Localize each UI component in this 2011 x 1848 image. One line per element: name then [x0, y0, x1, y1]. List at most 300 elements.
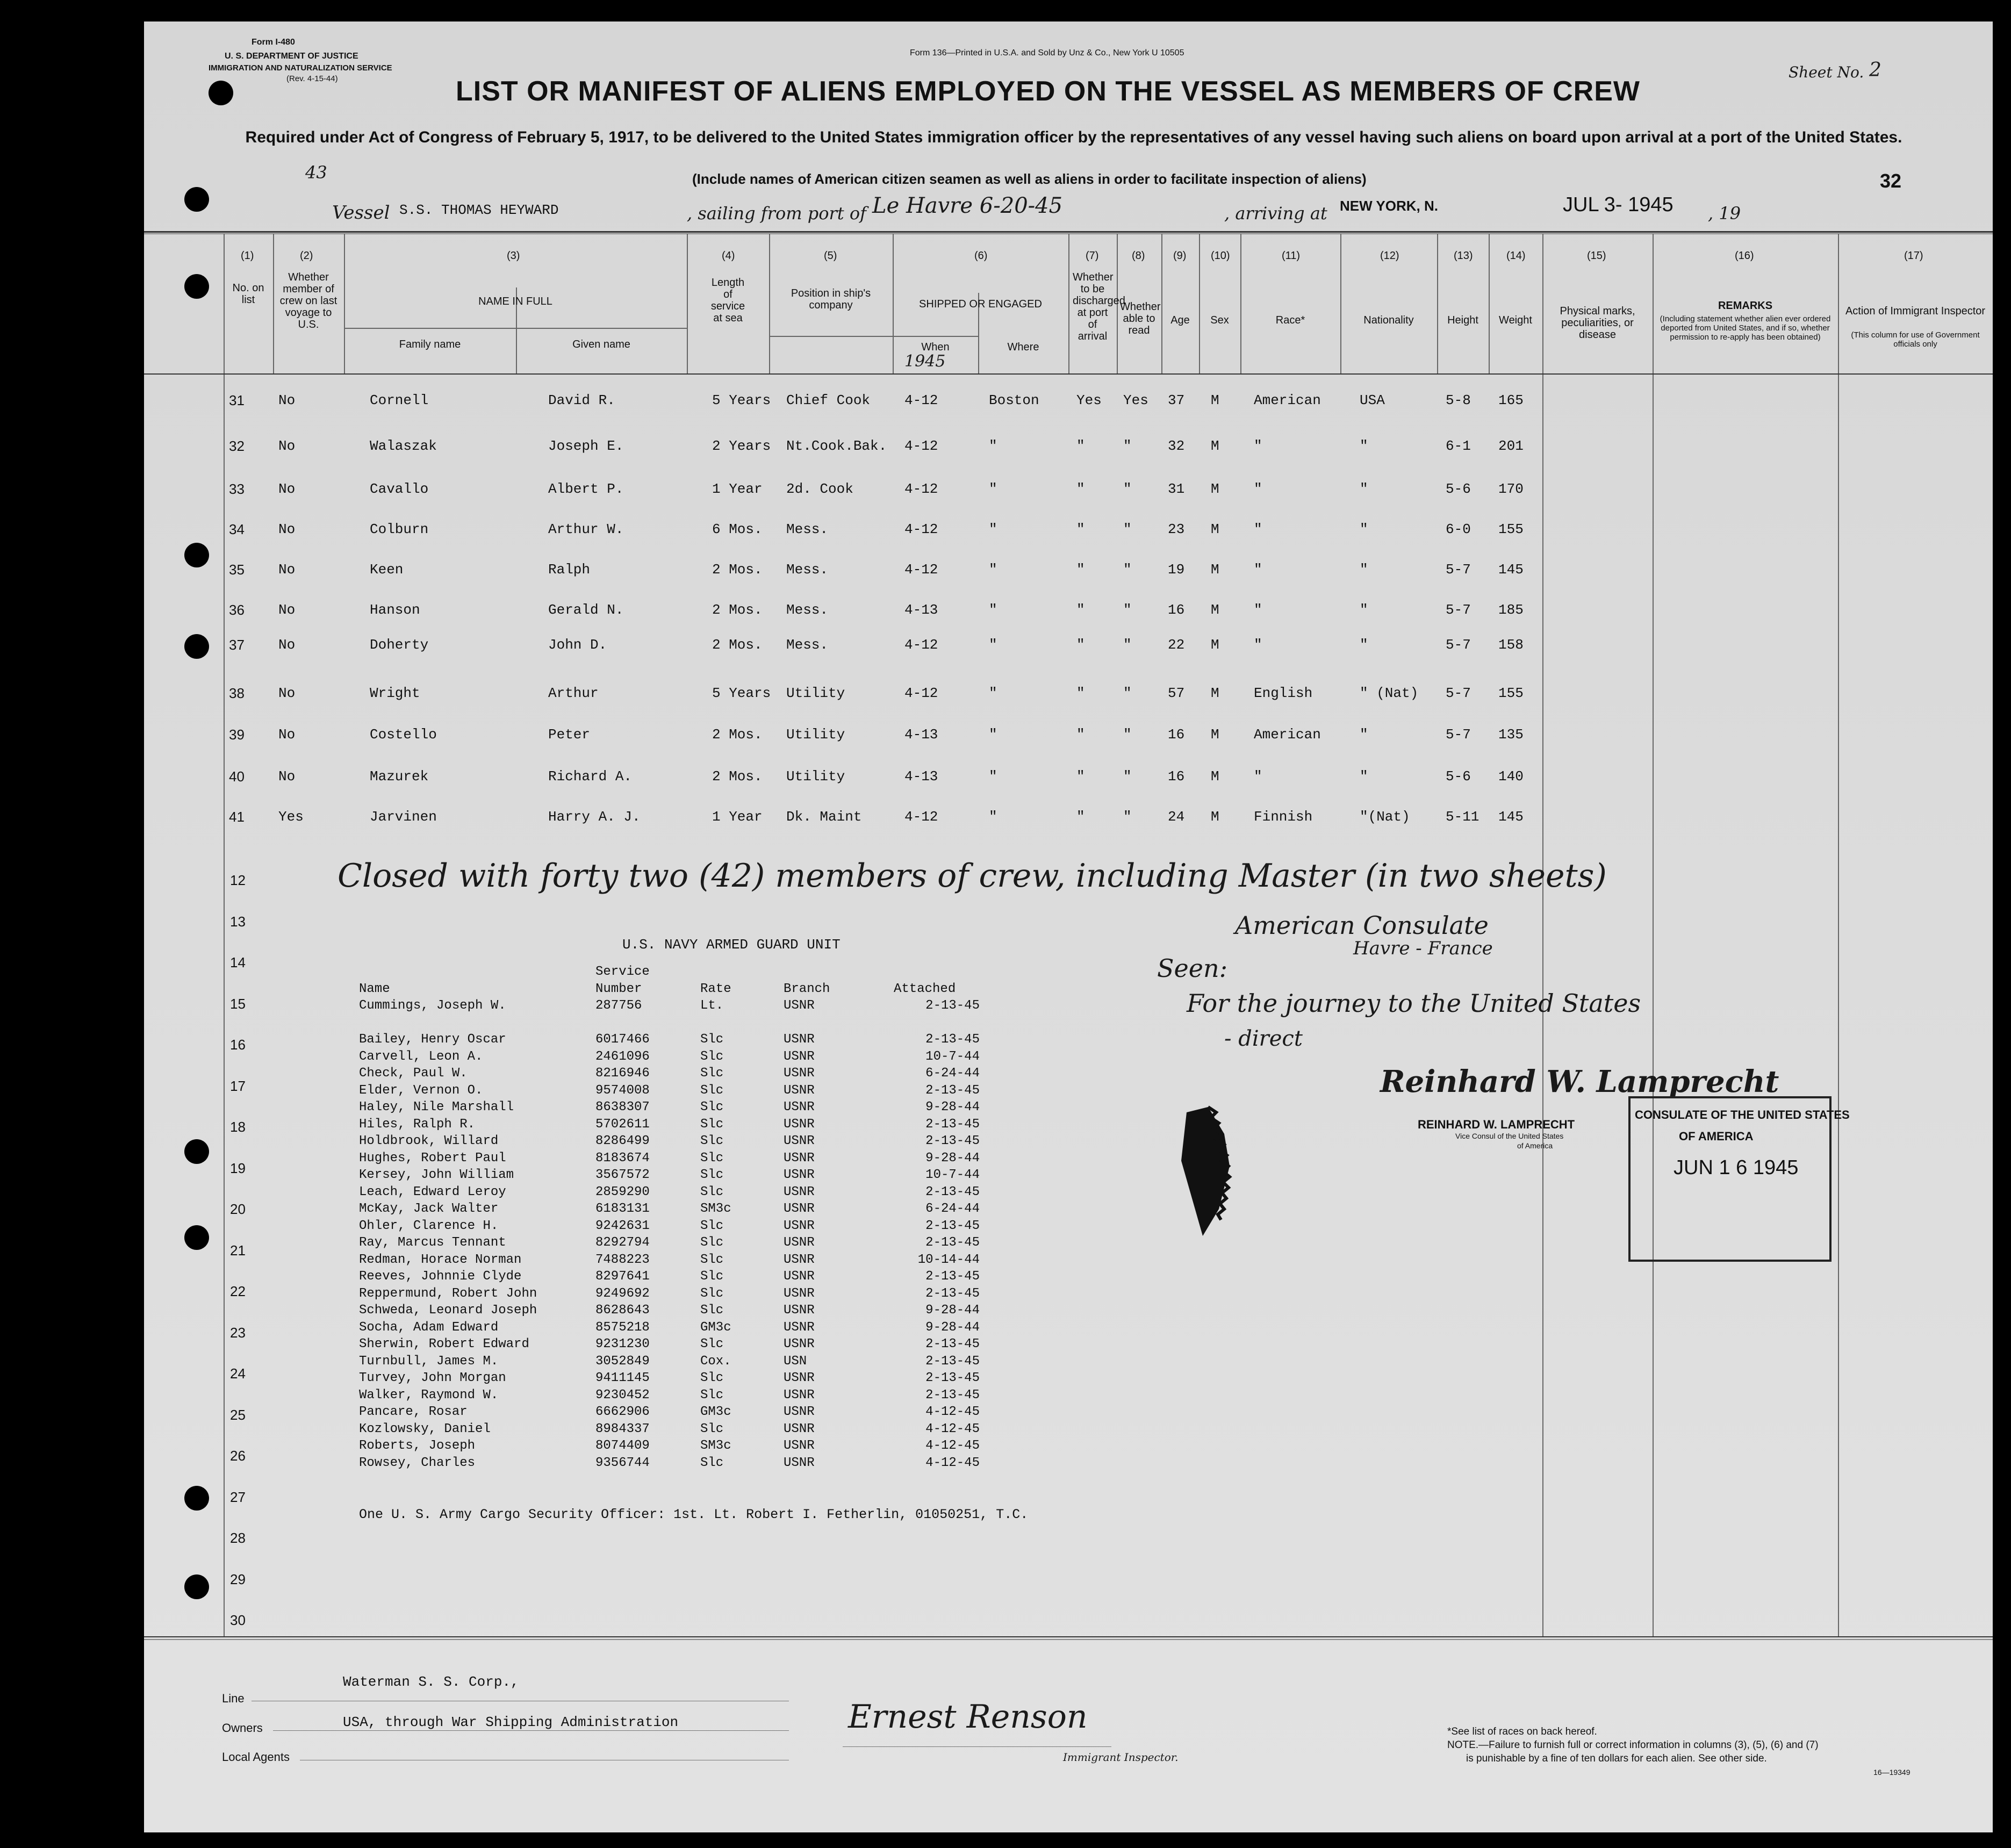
nationality-cell: "	[1360, 637, 1368, 653]
age-cell: 16	[1168, 602, 1185, 618]
navy-head-rate: Rate	[700, 982, 731, 996]
col-head-nationality: Nationality	[1363, 314, 1414, 326]
age-cell: 31	[1168, 481, 1185, 497]
navy-attached: 9-28-44	[925, 1320, 980, 1335]
navy-branch: USNR	[784, 1439, 815, 1453]
navy-attached: 9-28-44	[925, 1100, 980, 1114]
navy-head-number: Number	[595, 982, 642, 996]
army-officer: One U. S. Army Cargo Security Officer: 1st. Lt. Robert I. Fetherlin, 01050251, T.C.	[359, 1507, 1029, 1522]
sex-cell: M	[1211, 562, 1219, 578]
given-cell: Joseph E.	[548, 438, 624, 454]
col-head-where: Where	[1007, 341, 1039, 353]
navy-branch: USNR	[784, 1421, 815, 1436]
navy-attached: 2-13-45	[925, 1387, 980, 1403]
navy-rate: Slc	[700, 1066, 724, 1081]
direct-note: - direct	[1224, 1026, 1303, 1051]
col-head-age: Age	[1170, 314, 1190, 326]
race-cell: "	[1254, 521, 1262, 537]
navy-name: Walker, Raymond W.	[359, 1387, 499, 1403]
when-cell: 4-12	[904, 562, 938, 578]
rownum-cell: 40	[229, 768, 245, 785]
col-head-remarks: REMARKS	[1718, 300, 1773, 312]
punch-hole	[184, 1486, 209, 1511]
sex-cell: M	[1211, 602, 1219, 618]
rownum-cell: 31	[229, 392, 245, 408]
navy-attached: 4-12-45	[925, 1455, 980, 1470]
navy-name: Rowsey, Charles	[359, 1455, 476, 1470]
rownum-cell: 34	[229, 521, 245, 537]
race-cell: English	[1254, 685, 1313, 701]
navy-row	[359, 1049, 980, 1067]
row-number: 22	[230, 1283, 246, 1299]
col-num: (2)	[300, 250, 313, 262]
navy-row	[359, 1269, 980, 1286]
col-num: (3)	[507, 250, 520, 262]
punch-hole	[184, 634, 209, 659]
col-num: (5)	[824, 250, 837, 262]
navy-name	[359, 1016, 595, 1033]
where-cell: Boston	[989, 392, 1039, 408]
discharged-cell: "	[1076, 637, 1085, 653]
navy-name: Hiles, Ralph R.	[359, 1117, 476, 1132]
given-cell: Peter	[548, 727, 591, 743]
length-cell: 2 Mos.	[712, 768, 763, 785]
race-cell: American	[1254, 392, 1321, 408]
navy-row	[359, 1168, 980, 1185]
manifest-page	[144, 21, 1993, 1832]
row-number: 16	[230, 1037, 246, 1053]
weight-cell: 135	[1498, 727, 1524, 743]
navy-attached: 2-13-45	[925, 998, 980, 1013]
read-cell: "	[1123, 481, 1132, 497]
read-cell: "	[1123, 637, 1132, 653]
col-num: (13)	[1454, 250, 1473, 262]
discharged-cell: "	[1076, 809, 1085, 825]
nationality-cell: "	[1360, 481, 1368, 497]
height-cell: 5-7	[1446, 637, 1471, 653]
navy-attached	[894, 1016, 980, 1033]
sex-cell: M	[1211, 685, 1219, 701]
navy-branch: USNR	[784, 1117, 815, 1132]
col-num: (17)	[1904, 250, 1923, 262]
col-num: (15)	[1587, 250, 1606, 262]
vessel-label: Vessel	[332, 202, 390, 224]
navy-row	[359, 1439, 980, 1456]
punch-hole	[209, 81, 233, 105]
position-cell: Dk. Maint	[786, 809, 862, 825]
race-cell: Finnish	[1254, 809, 1313, 825]
navy-name: Schweda, Leonard Joseph	[359, 1303, 537, 1318]
when-cell: 4-13	[904, 768, 938, 785]
navy-attached: 2-13-45	[925, 1354, 980, 1369]
row-number: 24	[230, 1365, 246, 1382]
navy-rate: Slc	[700, 1134, 724, 1148]
rule	[144, 231, 1993, 233]
when-cell: 4-12	[904, 521, 938, 537]
family-cell: Hanson	[370, 602, 420, 618]
seen-label: Seen:	[1157, 954, 1228, 983]
navy-branch: USN	[784, 1354, 807, 1369]
family-cell: Mazurek	[370, 768, 429, 785]
sex-cell: M	[1211, 637, 1219, 653]
navy-attached: 4-12-45	[925, 1405, 980, 1419]
navy-attached: 10-7-44	[925, 1049, 980, 1064]
prev-cell: No	[278, 392, 296, 408]
navy-branch: USNR	[784, 1202, 815, 1216]
discharged-cell: "	[1076, 438, 1085, 454]
navy-attached: 4-12-45	[925, 1421, 980, 1436]
prev-cell: No	[278, 602, 296, 618]
navy-branch: USNR	[784, 1168, 815, 1182]
when-cell: 4-13	[904, 727, 938, 743]
navy-row	[359, 1456, 980, 1473]
navy-attached: 2-13-45	[925, 1134, 980, 1148]
row-number: 14	[230, 954, 246, 970]
navy-service-number: 2859290	[595, 1184, 650, 1199]
navy-head-service: Service	[595, 965, 650, 979]
nationality-cell: "	[1360, 602, 1368, 618]
navy-rate: Lt.	[700, 998, 724, 1013]
consul-title2: of America	[1517, 1141, 1553, 1150]
row-number: 23	[230, 1324, 246, 1341]
navy-row	[359, 1320, 980, 1338]
navy-name: Leach, Edward Leroy	[359, 1184, 506, 1199]
navy-row	[359, 1083, 980, 1101]
navy-rate: Slc	[700, 1150, 724, 1166]
navy-rate: Slc	[700, 1252, 724, 1267]
col-head-weight: Weight	[1499, 314, 1532, 326]
navy-row	[359, 1016, 980, 1033]
row-number: 27	[230, 1489, 246, 1505]
punch-hole	[184, 187, 209, 212]
subtitle: Required under Act of Congress of February 5, 1917, to be delivered to the United States immigration officer by the representatives of any vessel having such aliens on board upon arrival at a port of the United States.	[245, 128, 1902, 146]
age-cell: 32	[1168, 438, 1185, 454]
navy-row	[359, 1185, 980, 1202]
position-cell: Mess.	[786, 521, 829, 537]
service: IMMIGRATION AND NATURALIZATION SERVICE	[209, 63, 392, 73]
navy-attached: 2-13-45	[925, 1184, 980, 1199]
navy-branch: USNR	[784, 1049, 815, 1064]
consulate-stamp	[1628, 1096, 1850, 1262]
read-cell: "	[1123, 727, 1132, 743]
navy-name: Sherwin, Robert Edward	[359, 1337, 529, 1351]
navy-name: Kozlowsky, Daniel	[359, 1421, 491, 1436]
navy-branch: USNR	[784, 1218, 815, 1233]
when-cell: 4-12	[904, 685, 938, 701]
vessel-name: S.S. THOMAS HEYWARD	[399, 202, 559, 218]
navy-service-number: 8286499	[595, 1134, 650, 1148]
discharged-cell: "	[1076, 727, 1085, 743]
given-cell: Arthur	[548, 685, 599, 701]
consul-signature: Reinhard W. Lamprecht	[1380, 1064, 1779, 1099]
col-line	[1653, 234, 1654, 1636]
navy-branch: USNR	[784, 998, 815, 1013]
navy-service-number: 9356744	[595, 1455, 650, 1470]
rownum-cell: 36	[229, 602, 245, 618]
navy-rate: GM3c	[700, 1320, 731, 1335]
navy-attached: 2-13-45	[925, 1235, 980, 1250]
col-num: (7)	[1086, 250, 1099, 262]
height-cell: 5-7	[1446, 562, 1471, 578]
race-cell: "	[1254, 562, 1262, 578]
col-head-sex: Sex	[1210, 314, 1229, 326]
weight-cell: 145	[1498, 809, 1524, 825]
journey-note: For the journey to the United States	[1187, 989, 1641, 1018]
weight-cell: 155	[1498, 521, 1524, 537]
form-number: Form I-480	[252, 38, 295, 47]
navy-attached: 6-24-44	[925, 1066, 980, 1081]
sailing-label: , sailing from port of	[687, 203, 866, 224]
family-cell: Costello	[370, 727, 437, 743]
navy-rate	[700, 1016, 784, 1033]
navy-branch: USNR	[784, 1337, 815, 1351]
row-number: 19	[230, 1160, 246, 1176]
sex-cell: M	[1211, 521, 1219, 537]
weight-cell: 201	[1498, 438, 1524, 454]
family-cell: Jarvinen	[370, 809, 437, 825]
prev-cell: No	[278, 481, 296, 497]
row-number: 17	[230, 1077, 246, 1094]
navy-name: Check, Paul W.	[359, 1066, 468, 1081]
rownum-cell: 39	[229, 727, 245, 743]
navy-name: Turvey, John Morgan	[359, 1371, 506, 1385]
age-cell: 37	[1168, 392, 1185, 408]
navy-attached: 6-24-44	[925, 1202, 980, 1216]
col-num: (8)	[1132, 250, 1145, 262]
weight-cell: 155	[1498, 685, 1524, 701]
discharged-cell: Yes	[1076, 392, 1102, 408]
position-cell: Mess.	[786, 637, 829, 653]
navy-service-number: 8575218	[595, 1320, 650, 1335]
navy-name: Ohler, Clarence H.	[359, 1218, 499, 1233]
navy-branch: USNR	[784, 1150, 815, 1166]
col-num: (16)	[1735, 250, 1754, 262]
height-cell: 5-7	[1446, 685, 1471, 701]
navy-rate: Slc	[700, 1337, 724, 1351]
col-head-shipped: SHIPPED OR ENGAGED	[919, 298, 1042, 310]
punch-hole	[184, 543, 209, 567]
prev-cell: Yes	[278, 809, 304, 825]
col-num: (12)	[1380, 250, 1399, 262]
navy-row	[359, 1405, 980, 1422]
rownum-cell: 38	[229, 685, 245, 701]
punch-hole	[184, 1225, 209, 1250]
length-cell: 5 Years	[712, 392, 771, 408]
prev-cell: No	[278, 727, 296, 743]
navy-service-number: 8074409	[595, 1439, 650, 1453]
sex-cell: M	[1211, 809, 1219, 825]
navy-name: Elder, Vernon O.	[359, 1083, 483, 1098]
length-cell: 2 Mos.	[712, 602, 763, 618]
navy-name: Haley, Nile Marshall	[359, 1100, 514, 1114]
read-cell: "	[1123, 809, 1132, 825]
length-cell: 1 Year	[712, 809, 763, 825]
given-cell: Gerald N.	[548, 602, 624, 618]
row-number: 28	[230, 1530, 246, 1546]
navy-branch: USNR	[784, 1320, 815, 1335]
navy-rate: Slc	[700, 1218, 724, 1233]
height-cell: 5-11	[1446, 809, 1479, 825]
navy-attached: 2-13-45	[925, 1032, 980, 1047]
prev-cell: No	[278, 562, 296, 578]
consulate-line1: American Consulate	[1235, 911, 1489, 940]
handwritten-mark: 43	[305, 162, 327, 183]
discharged-cell: "	[1076, 481, 1085, 497]
row-number: 29	[230, 1571, 246, 1587]
rule	[843, 1746, 1111, 1747]
navy-head-name: Name	[359, 982, 390, 996]
family-cell: Cavallo	[370, 481, 429, 497]
row-number: 30	[230, 1612, 246, 1628]
navy-rate: Cox.	[700, 1354, 731, 1369]
race-cell: "	[1254, 637, 1262, 653]
col-head-when-year: 1945	[904, 352, 946, 371]
nationality-cell: USA	[1360, 392, 1385, 408]
navy-attached: 2-13-45	[925, 1269, 980, 1284]
navy-name: Turnbull, James M.	[359, 1354, 499, 1369]
sheet-label: Sheet No.	[1789, 63, 1864, 81]
navy-row	[359, 1235, 980, 1253]
nationality-cell: "	[1360, 562, 1368, 578]
col-num: (10)	[1211, 250, 1230, 262]
navy-attached: 10-14-44	[917, 1252, 980, 1267]
navy-branch	[784, 1016, 894, 1033]
col-line	[1542, 234, 1543, 1636]
navy-row	[359, 1354, 980, 1371]
navy-name: McKay, Jack Walter	[359, 1202, 499, 1216]
navy-service-number: 6662906	[595, 1405, 650, 1419]
navy-name: Ray, Marcus Tennant	[359, 1235, 506, 1250]
navy-service-number: 9574008	[595, 1083, 650, 1098]
navy-row	[359, 1134, 980, 1151]
when-cell: 4-12	[904, 637, 938, 653]
where-cell: "	[989, 727, 997, 743]
weight-cell: 185	[1498, 602, 1524, 618]
col-num: (6)	[974, 250, 988, 262]
nationality-cell: "	[1360, 727, 1368, 743]
col-line	[1240, 234, 1241, 373]
family-cell: Cornell	[370, 392, 429, 408]
closing-note: Closed with forty two (42) members of crew, including Master (in two sheets)	[337, 857, 1607, 895]
navy-branch: USNR	[784, 1066, 815, 1081]
line-value: Waterman S. S. Corp.,	[343, 1674, 519, 1690]
navy-attached: 2-13-45	[925, 1083, 980, 1098]
read-cell: "	[1123, 602, 1132, 618]
when-cell: 4-12	[904, 481, 938, 497]
weight-cell: 158	[1498, 637, 1524, 653]
navy-rate: SM3c	[700, 1202, 731, 1216]
rule	[144, 1636, 1993, 1637]
col-num: (11)	[1282, 250, 1301, 262]
col-head-discharged: Whether to be discharged at port of arrival	[1073, 271, 1125, 342]
col-line	[1199, 234, 1200, 373]
position-cell: Chief Cook	[786, 392, 871, 408]
age-cell: 57	[1168, 685, 1185, 701]
height-cell: 6-0	[1446, 521, 1471, 537]
rownum-cell: 32	[229, 438, 245, 454]
navy-branch: USNR	[784, 1184, 815, 1199]
navy-row	[359, 1286, 980, 1304]
inspector-signature: Ernest Renson	[848, 1698, 1088, 1736]
col-head-remarks-sub: (Including statement whether alien ever ordered deported from United States, and if so, whether permission to re-apply has been obtained)	[1660, 314, 1831, 342]
navy-service-number: 8638307	[595, 1100, 650, 1114]
navy-name: Reeves, Johnnie Clyde	[359, 1269, 522, 1284]
navy-attached: 4-12-45	[925, 1439, 980, 1453]
navy-attached: 2-13-45	[925, 1117, 980, 1132]
navy-branch: USNR	[784, 1303, 815, 1318]
position-cell: Mess.	[786, 602, 829, 618]
navy-service-number: 5702611	[595, 1117, 650, 1132]
navy-service-number: 6183131	[595, 1202, 650, 1216]
when-cell: 4-12	[904, 438, 938, 454]
navy-attached: 2-13-45	[925, 1337, 980, 1351]
navy-branch: USNR	[784, 1083, 815, 1098]
where-cell: "	[989, 637, 997, 653]
row-number: 21	[230, 1242, 246, 1259]
navy-name: Pancare, Rosar	[359, 1405, 468, 1419]
where-cell: "	[989, 438, 997, 454]
navy-rate: Slc	[700, 1455, 724, 1470]
year-label: , 19	[1708, 203, 1741, 224]
navy-row	[359, 1066, 980, 1083]
col-head-no: No. on list	[232, 282, 264, 306]
navy-row	[359, 1151, 980, 1168]
rule	[344, 328, 687, 329]
navy-service-number: 6017466	[595, 1032, 650, 1047]
navy-name: Hughes, Robert Paul	[359, 1150, 506, 1166]
sex-cell: M	[1211, 481, 1219, 497]
height-cell: 5-7	[1446, 727, 1471, 743]
position-cell: Nt.Cook.Bak.	[786, 438, 887, 454]
where-cell: "	[989, 562, 997, 578]
weight-cell: 170	[1498, 481, 1524, 497]
navy-row	[359, 1219, 980, 1236]
navy-service-number: 3567572	[595, 1168, 650, 1182]
punch-hole	[184, 1574, 209, 1599]
consul-printed-name: REINHARD W. LAMPRECHT	[1418, 1118, 1575, 1131]
navy-service-number: 287756	[595, 998, 642, 1013]
prev-cell: No	[278, 768, 296, 785]
rownum-cell: 33	[229, 481, 245, 497]
navy-rate: SM3c	[700, 1439, 731, 1453]
height-cell: 5-6	[1446, 481, 1471, 497]
punch-hole	[184, 1139, 209, 1164]
col-head-family: Family name	[399, 339, 461, 350]
navy-rate: Slc	[700, 1269, 724, 1284]
navy-row	[359, 1388, 980, 1405]
age-cell: 16	[1168, 768, 1185, 785]
owners-label: Owners	[222, 1721, 263, 1735]
revision: (Rev. 4-15-44)	[286, 74, 338, 83]
when-cell: 4-12	[904, 392, 938, 408]
given-cell: Harry A. J.	[548, 809, 641, 825]
nationality-cell: "	[1360, 438, 1368, 454]
weight-cell: 165	[1498, 392, 1524, 408]
length-cell: 6 Mos.	[712, 521, 763, 537]
given-cell: Ralph	[548, 562, 591, 578]
position-cell: Utility	[786, 768, 845, 785]
navy-rate: Slc	[700, 1032, 724, 1047]
navy-rate: Slc	[700, 1168, 724, 1182]
col-head-position: Position in ship's company	[791, 287, 871, 311]
race-cell: "	[1254, 438, 1262, 454]
navy-service-number: 8183674	[595, 1150, 650, 1166]
consul-title: Vice Consul of the United States	[1455, 1132, 1564, 1140]
given-cell: John D.	[548, 637, 607, 653]
navy-service-number: 9249692	[595, 1286, 650, 1301]
navy-branch: USNR	[784, 1387, 815, 1403]
where-cell: "	[989, 685, 997, 701]
